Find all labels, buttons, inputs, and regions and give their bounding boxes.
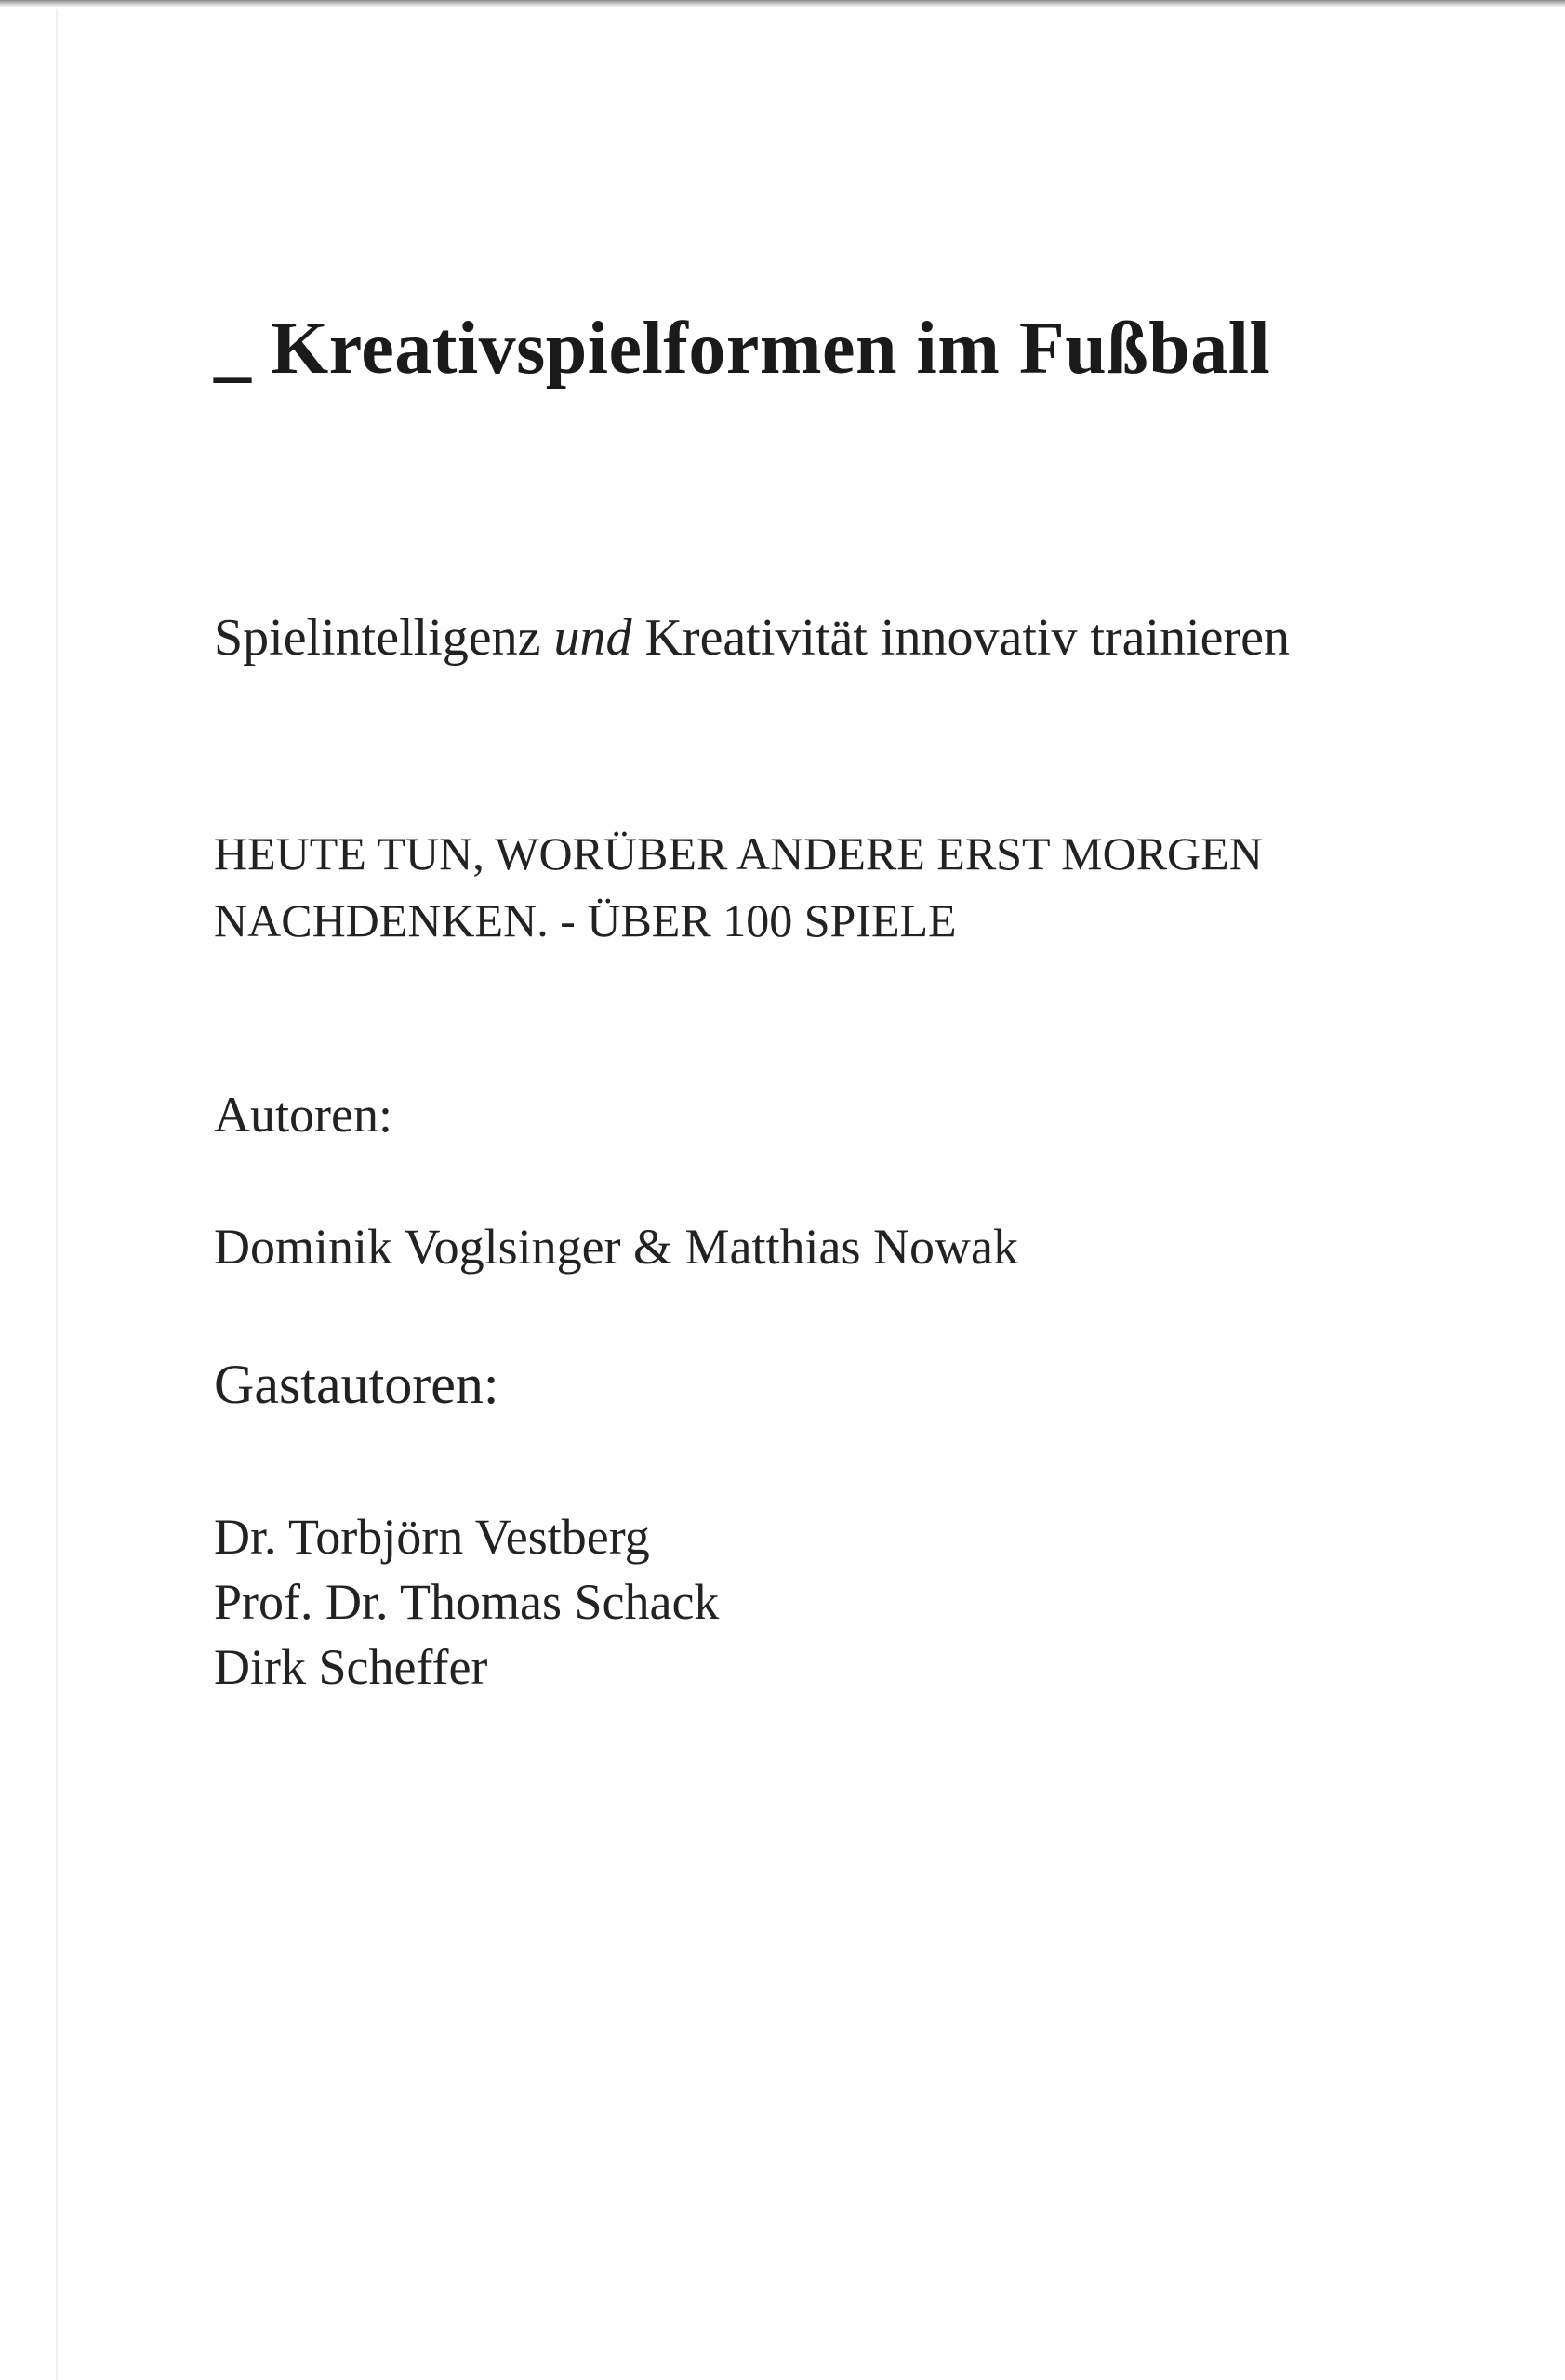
guest-author: Prof. Dr. Thomas Schack	[214, 1574, 720, 1630]
book-title: _ Kreativspielformen im Fußball	[214, 308, 1271, 390]
guest-authors-heading: Gastautoren:	[214, 1354, 499, 1415]
page-left-edge	[56, 9, 58, 2380]
book-tagline: HEUTE TUN, WORÜBER ANDERE ERST MORGEN NACHDENKEN. - ÜBER 100 SPIELE	[214, 827, 1263, 946]
book-subtitle	[214, 604, 1423, 671]
subtitle-emphasis: und	[553, 609, 632, 667]
guest-author: Dr. Torbjörn Vestberg	[214, 1509, 650, 1565]
guest-author: Dirk Scheffer	[214, 1639, 488, 1695]
subtitle-part-2: Kreativität innovativ trainieren	[631, 609, 1291, 667]
authors-names: Dominik Voglsinger & Matthias Nowak	[214, 1219, 1018, 1275]
authors-heading: Autoren:	[214, 1087, 392, 1143]
scan-top-edge	[0, 0, 1565, 7]
guest-authors-list	[214, 1504, 719, 1699]
subtitle-part-1: Spielintelligenz	[214, 609, 554, 667]
